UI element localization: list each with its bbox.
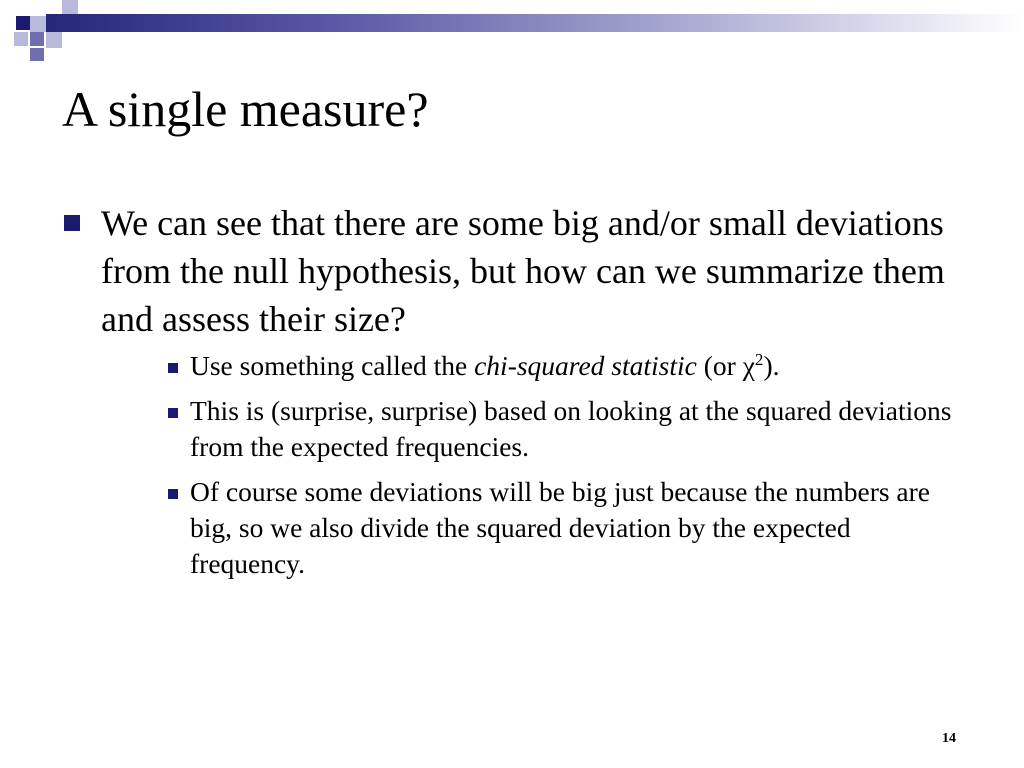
bullet-main-text: We can see that there are some big and/or small deviations from the null hypothesis, but how can we summarize them and assess their size? bbox=[101, 203, 945, 339]
decor-square-light bbox=[14, 32, 28, 46]
decor-square-light bbox=[30, 16, 46, 32]
sub-bullet-text: Of course some deviations will be big just because the numbers are big, so we also divide the squared deviation by the expected frequency. bbox=[190, 476, 931, 579]
decor-square-mid bbox=[30, 48, 44, 61]
sub-bullet-text: Use something called the bbox=[190, 350, 475, 381]
sub-bullet-list bbox=[101, 348, 964, 582]
superscript-two: 2 bbox=[754, 349, 764, 369]
decor-square-light bbox=[62, 0, 78, 14]
sub-bullet-text: (or bbox=[696, 350, 743, 381]
square-bullet-icon bbox=[64, 215, 80, 231]
chi-squared-term: chi-squared statistic bbox=[474, 350, 697, 381]
header-gradient-bar bbox=[46, 14, 1024, 32]
sub-bullet-text: ). bbox=[763, 350, 780, 381]
sub-bullet-chi-squared bbox=[168, 348, 964, 384]
decor-square-mid bbox=[30, 32, 44, 46]
square-bullet-icon bbox=[168, 489, 178, 499]
bullet-list bbox=[64, 199, 964, 591]
bullet-main bbox=[64, 199, 964, 582]
chi-symbol: χ bbox=[742, 350, 755, 381]
sub-bullet-text: This is (surprise, surprise) based on looking at the squared deviations from the expected frequencies. bbox=[190, 395, 952, 462]
decor-square-dark bbox=[16, 16, 30, 30]
square-bullet-icon bbox=[168, 408, 178, 418]
square-bullet-icon bbox=[168, 363, 178, 373]
sub-bullet-divide-expected bbox=[168, 474, 964, 582]
decor-square-light bbox=[46, 32, 62, 48]
sub-bullet-squared-deviations bbox=[168, 393, 964, 465]
page-number: 14 bbox=[942, 731, 956, 746]
slide-title: A single measure? bbox=[62, 81, 429, 137]
